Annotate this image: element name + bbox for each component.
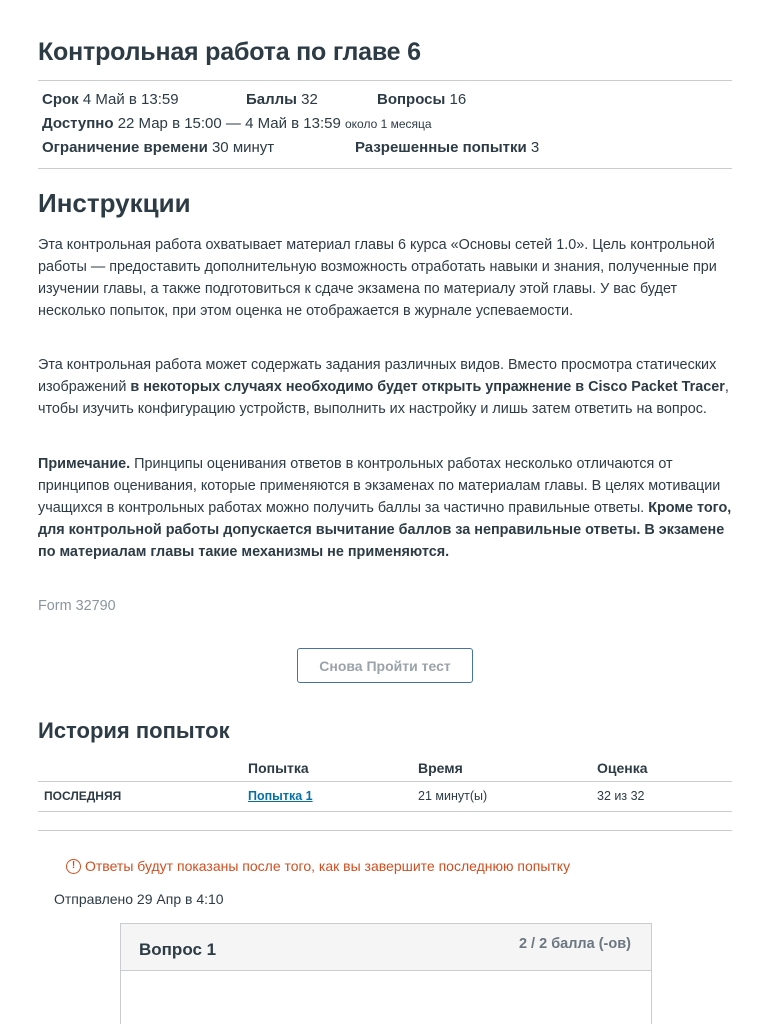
notice-text: Ответы будут показаны после того, как вы завершите последнюю попытку — [85, 858, 571, 874]
column-header-attempt: Попытка — [248, 760, 309, 776]
attempts-value: 3 — [530, 139, 540, 156]
questions-value: 16 — [449, 91, 467, 108]
time-limit — [42, 139, 274, 156]
attempt-history-title: История попыток — [38, 718, 230, 743]
divider — [38, 80, 732, 81]
question-header — [121, 924, 651, 971]
table-divider — [38, 781, 732, 782]
column-header-time: Время — [418, 760, 463, 776]
p2-end: , чтобы изучить конфигурацию устройств, выполнить их настройку и лишь затем ответить на вопрос. — [38, 379, 729, 417]
attempt-link[interactable]: Попытка 1 — [248, 789, 313, 803]
attempt-time: 21 минут(ы) — [418, 789, 488, 803]
p2-start: Эта контрольная работа может содержать задания различных видов. Вместо просмотра статических изображений — [38, 357, 717, 395]
table-divider — [38, 811, 732, 812]
form-code: Form 32790 — [38, 598, 116, 614]
answers-notice — [66, 858, 570, 874]
question-label: Вопрос 1 — [139, 940, 217, 959]
attempt-score: 32 из 32 — [597, 789, 645, 803]
latest-label: ПОСЛЕДНЯЯ — [44, 789, 122, 803]
questions-label: Вопросы — [377, 91, 446, 108]
quiz-title: Контрольная работа по главе 6 — [38, 38, 421, 66]
due-value: 4 Май в 13:59 — [82, 91, 179, 108]
time-limit-label: Ограничение времени — [42, 139, 208, 156]
due-date — [42, 91, 179, 108]
attempts-label: Разрешенные попытки — [355, 139, 527, 156]
question-card — [120, 923, 652, 1024]
allowed-attempts — [355, 139, 539, 156]
instructions-paragraph-2 — [38, 354, 732, 420]
divider — [38, 168, 732, 169]
submitted-date: Отправлено 29 Апр в 4:10 — [54, 891, 224, 907]
points-label: Баллы — [246, 91, 297, 108]
retake-quiz-button[interactable]: Снова Пройти тест — [297, 648, 473, 683]
due-label: Срок — [42, 91, 79, 108]
divider — [38, 830, 732, 831]
available-label: Доступно — [42, 115, 114, 132]
points — [246, 91, 318, 108]
column-header-score: Оценка — [597, 760, 648, 776]
time-limit-value: 30 минут — [211, 139, 275, 156]
available-value: 22 Мар в 15:00 — 4 Май в 13:59 — [117, 115, 341, 132]
availability — [42, 115, 432, 132]
questions-count — [377, 91, 466, 108]
instructions-title: Инструкции — [38, 188, 191, 218]
instructions-paragraph-3 — [38, 453, 732, 563]
p3-bold-end: Кроме того, для контрольной работы допускается вычитание баллов за неправильные ответы. В экзамене по материалам главы такие механизмы не применяются. — [38, 500, 732, 560]
available-duration: около 1 месяца — [345, 117, 432, 131]
instructions-paragraph-1: Эта контрольная работа охватывает материал главы 6 курса «Основы сетей 1.0». Цель контрольной работы — предоставить дополнительную возможность отработать навыки и знания, полученные при изучении главы, а также подготовиться к сдаче экзамена по материалу этой главы. У вас будет несколько попыток, при этом оценка не отображается в журнале успеваемости. — [38, 237, 717, 319]
warning-circle-icon: ! — [66, 859, 81, 874]
p3-text: Принципы оценивания ответов в контрольных работах несколько отличаются от принципов оценивания, которые применяются в экзаменах по материалам главы. В целях мотивации учащихся в контрольных работах можно получить баллы за частично правильные ответы. — [38, 456, 721, 516]
p2-bold: в некоторых случаях необходимо будет открыть упражнение в Cisco Packet Tracer — [130, 379, 725, 395]
note-label: Примечание. — [38, 456, 131, 472]
question-score: 2 / 2 балла (-ов) — [518, 936, 631, 952]
points-value: 32 — [301, 91, 318, 108]
